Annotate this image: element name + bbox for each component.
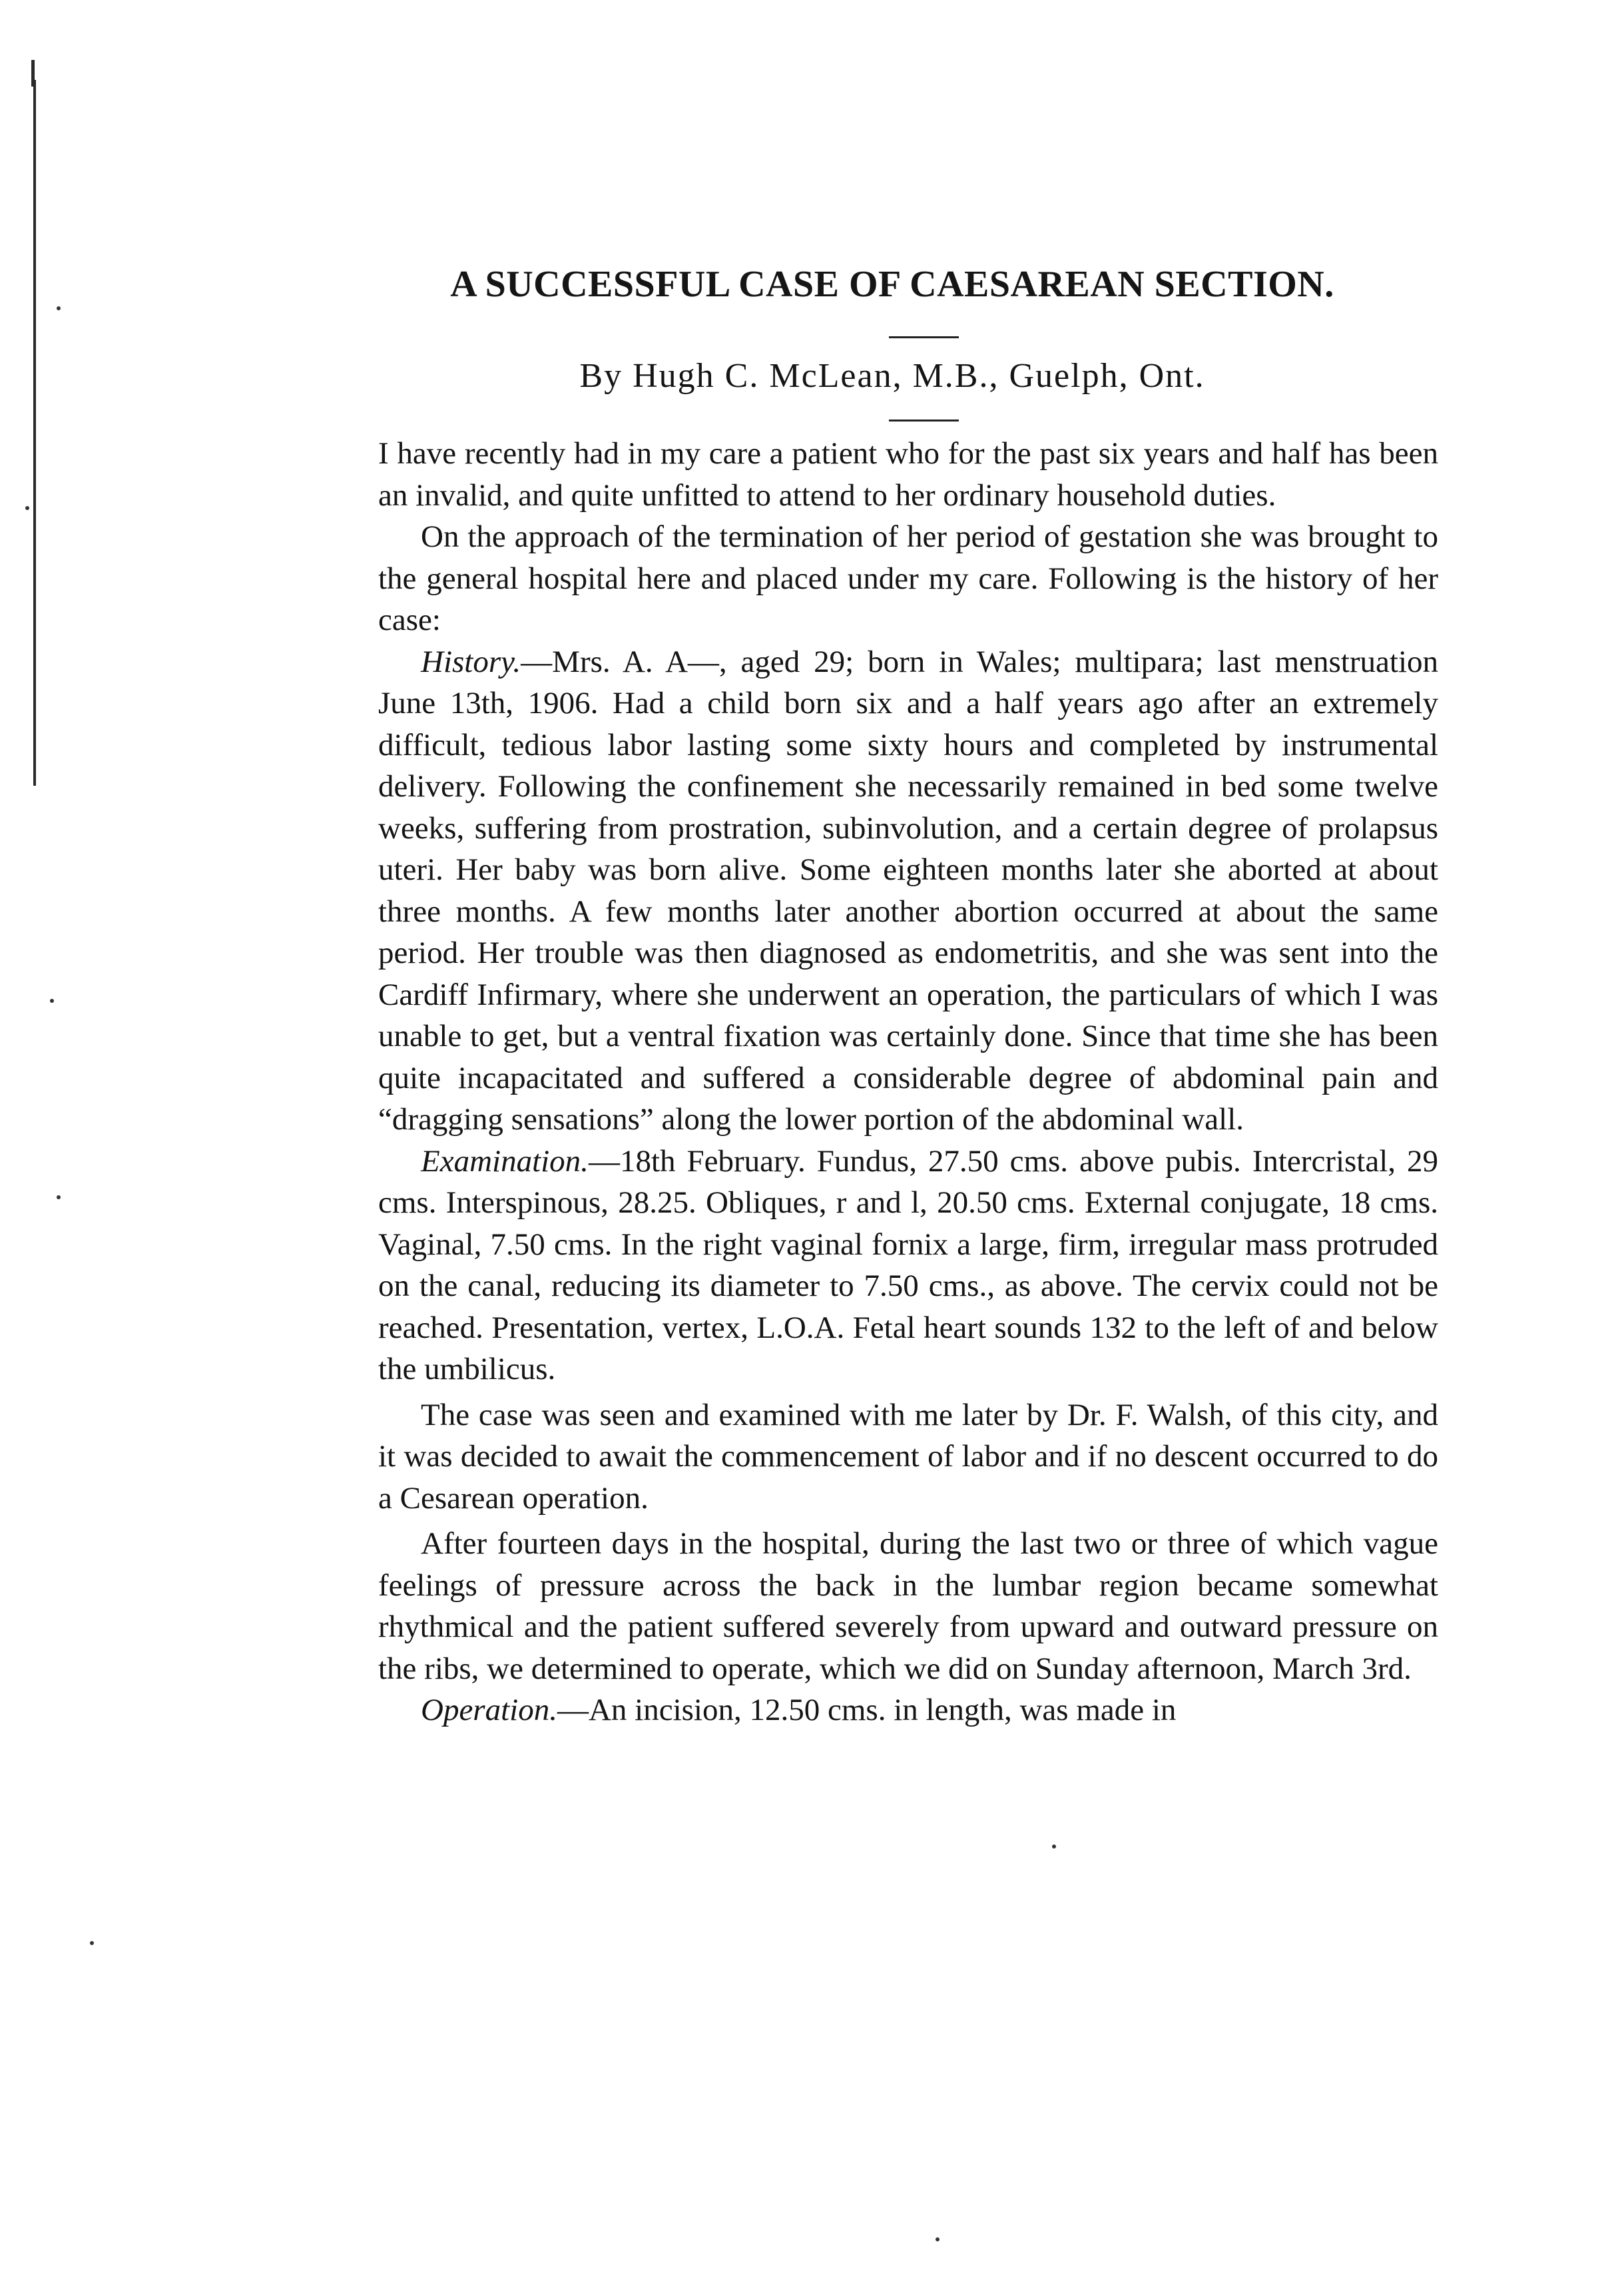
article-title: A SUCCESSFUL CASE OF CAESAREAN SECTION. bbox=[450, 264, 1334, 305]
article-body bbox=[378, 433, 1438, 1731]
scan-speck bbox=[57, 306, 61, 310]
scan-speck bbox=[90, 1941, 94, 1945]
paragraph-history bbox=[378, 641, 1438, 1141]
scan-speck bbox=[936, 2237, 940, 2241]
paragraph-text: On the approach of the termination of her period of gestation she was brought to the general hospital here and placed under my care. Following is the history of her case: bbox=[378, 519, 1438, 637]
paragraph-text: I have recently had in my care a patient who for the past six years and half has been an invalid, and quite unfitted to attend to her ordinary household duties. bbox=[378, 436, 1438, 513]
paragraph-intro bbox=[378, 433, 1438, 516]
paragraph-decision bbox=[378, 1523, 1438, 1689]
section-lead-operation: Operation. bbox=[421, 1693, 557, 1727]
paragraph-text: The case was seen and examined with me later by Dr. F. Walsh, of this city, and it was decided to await the commencement of labor and if no descent occurred to do a Cesarean operation. bbox=[378, 1397, 1438, 1516]
paragraph-text: —Mrs. A. A—, aged 29; born in Wales; multipara; last menstruation June 13th, 1906. Had a child born six and a half years ago after an extremely difficult, tedious labor lasting some sixty hours and completed by instrumental delivery. Following the confinement she necessarily remained in bed some twelve weeks, suffering from prostration, subinvolution, and a certain degree of prolapsus uteri. Her baby was born alive. Some eighteen months later she aborted at about three months. A few months later another abortion occurred at about the same period. Her trouble was then diagnosed as endometritis, and she was sent into the Cardiff Infirmary, where she underwent an operation, the particulars of which I was unable to get, but a ventral fixation was certainly done. Since that time she has been quite incapacitated and suffered a considerable degree of abdominal pain and “dragging sensations” along the lower portion of the abdominal wall. bbox=[378, 644, 1438, 1137]
paragraph-consultation bbox=[378, 1394, 1438, 1520]
binding-edge-line bbox=[33, 80, 36, 786]
paragraph-gestation bbox=[378, 516, 1438, 641]
scan-speck bbox=[57, 1195, 61, 1199]
paragraph-operation bbox=[378, 1689, 1438, 1731]
paragraph-text: —An incision, 12.50 cms. in length, was made in bbox=[557, 1693, 1177, 1727]
scan-speck bbox=[1052, 1845, 1056, 1849]
section-lead-examination: Examination. bbox=[421, 1143, 589, 1179]
scan-speck bbox=[25, 506, 29, 510]
byline-divider bbox=[889, 420, 959, 422]
scan-speck bbox=[50, 999, 54, 1003]
section-lead-history: History. bbox=[421, 644, 521, 679]
title-divider bbox=[889, 336, 959, 338]
paragraph-examination bbox=[378, 1141, 1438, 1390]
paragraph-text: —18th February. Fundus, 27.50 cms. above pubis. Intercristal, 29 cms. Interspinous, 28.25. Obliques, r and l, 20.50 cms. External conjugate, 18 cms. Vaginal, 7.50 cms. In the right vaginal fornix a large, firm, irregular mass protruded on the canal, reducing its diameter to 7.50 cms., as above. The cervix could not be reached. Presentation, vertex, L.O.A. Fetal heart sounds 132 to the left of and below the umbilicus. bbox=[378, 1143, 1438, 1386]
paragraph-text: After fourteen days in the hospital, during the last two or three of which vague feelings of pressure across the back in the lumbar region became somewhat rhythmical and the patient suffered severely from upward and outward pressure on the ribs, we determined to operate, which we did on Sunday afternoon, March 3rd. bbox=[378, 1526, 1438, 1686]
author-byline: By Hugh C. McLean, M.B., Guelph, Ont. bbox=[579, 357, 1205, 395]
